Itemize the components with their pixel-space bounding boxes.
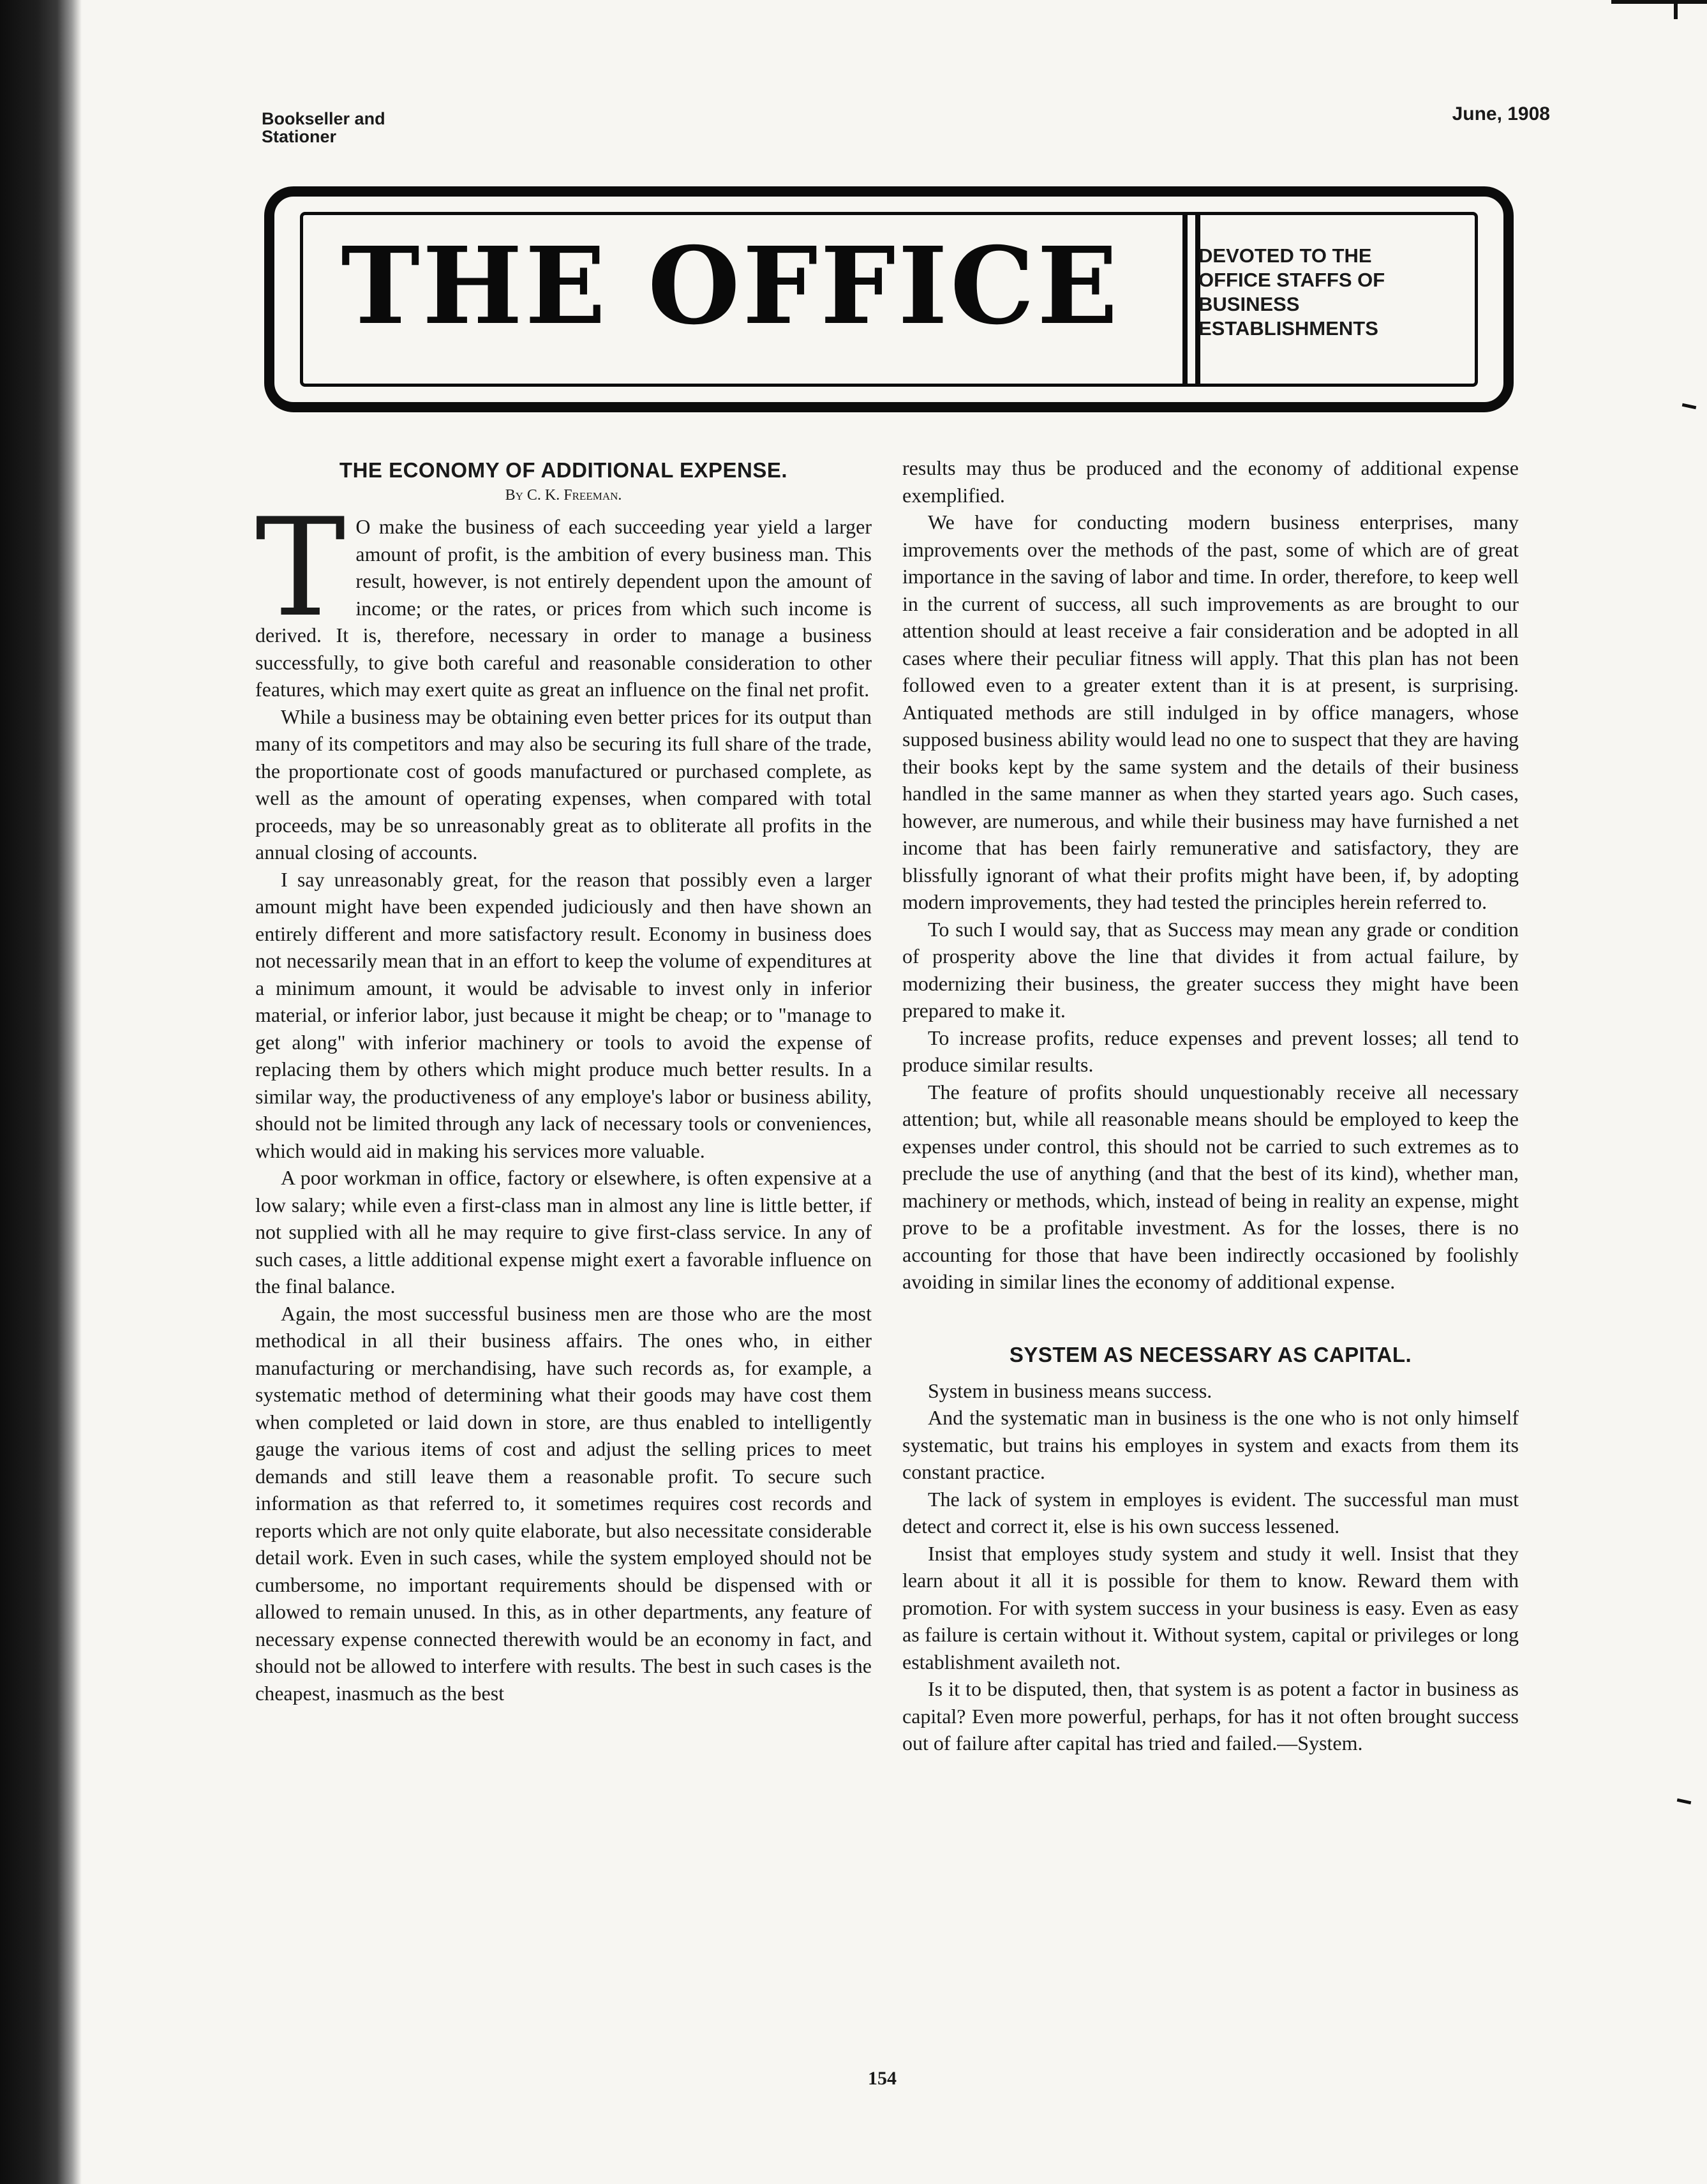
article-paragraph: The lack of system in employes is evident. The successful man must detect and correct it, else is his own success lessened. bbox=[902, 1487, 1519, 1537]
scan-side-mark bbox=[1682, 403, 1697, 409]
article-paragraph: Again, the most successful business men are those who are the most methodical in all their business affairs. The ones who, in either manufacturing or merchandising, have such records as, for example, a systematic method of determining what their goods may have cost them when completed or laid down in store, are thus enabled to intelligently gauge the various items of cost and adjust the selling prices to meet demands and still leave them a reasonable profit. To secure such information as that referred to, it sometimes requires cost records and reports which are not only quite elaborate, but also necessitate considerable detail work. Even in such cases, while the system employed should not be cumbersome, no important requirements should be dispensed with or allowed to remain unused. In this, as in other departments, any feature of necessary expense connected therewith would be an economy in fact, and should not be allowed to interfere with results. The best in such cases is the cheapest, inasmuch as the best bbox=[255, 1301, 872, 1705]
article-title: SYSTEM AS NECESSARY AS CAPITAL. bbox=[1009, 1342, 1412, 1366]
scan-corner-tick bbox=[1674, 0, 1678, 19]
page-number: 154 bbox=[868, 2068, 897, 2089]
left-column bbox=[255, 454, 872, 1707]
article-paragraph: System in business means success. bbox=[928, 1379, 1212, 1402]
article-paragraph: results may thus be produced and the economy of additional expense exemplified. bbox=[902, 456, 1519, 507]
article-paragraph: While a business may be obtaining even better prices for its output than many of its competitors and may also be securing its full share of the trade, the proportionate cost of goods manufactured or purchased complete, as well as the amount of operating expenses, when compared with total proceeds, may be so unreasonably great as to obliterate all profits in the annual closing of accounts. bbox=[255, 705, 872, 864]
drop-cap: T bbox=[255, 489, 346, 647]
section-title: THE OFFICE bbox=[341, 224, 1121, 348]
article-paragraph: We have for conducting modern business enterprises, many improvements over the methods of the past, some of which are of great importance in the saving of labor and time. In order, therefore, to keep well in the current of success, all such improvements as are brought to our attention should at least receive a fair consideration and be adopted in all cases where their peculiar fitness will apply. That this plan has not been followed even to a greater extent than it is at present, is surprising. Antiquated methods are still indulged in by office managers, whose supposed business ability would lead no one to suspect that they are having their books kept by the same system and the details of their business handled in the same manner as when they started years ago. Such cases, however, are numerous, and while their business may have furnished a net income that has been fairly remunerative and satisfactory, they are blissfully ignorant of what their profits might have been, if, by adopting modern improvements, they had tested the principles herein referred to. bbox=[902, 511, 1519, 913]
article-paragraph: Insist that employes study system and study it well. Insist that they learn about it all it is possible for them to know. Reward them with promotion. For with system success in your business is easy. Even as easy as failure is certain without it. Without system, capital or privileges or long establishment availeth not. bbox=[902, 1541, 1519, 1673]
article-paragraph: A poor workman in office, factory or elsewhere, is often expensive at a low salary; while even a first-class man in almost any line is little better, if not supplied with all he may require to give first-class service. In any of such cases, a little additional expense might exert a favorable influence on the final balance. bbox=[255, 1166, 872, 1298]
scan-corner-mark bbox=[1611, 0, 1707, 4]
masthead-divider bbox=[1182, 215, 1200, 384]
article-paragraph: To increase profits, reduce expenses and prevent losses; all tend to produce similar results. bbox=[902, 1026, 1519, 1076]
article-paragraph: To such I would say, that as Success may mean any grade or condition of prosperity above the line that divides it from actual failure, by modernizing their business, the greater success they might have been prepared to make it. bbox=[902, 917, 1519, 1022]
publication-name: Bookseller and Stationer bbox=[262, 109, 385, 146]
article-paragraph: I say unreasonably great, for the reason that possibly even a larger amount might have been expended judiciously and then have shown an entirely different and more satisfactory result. Economy in business does not necessarily mean that in an effort to keep the volume of expenditures at a minimum amount, it would be advisable to invest only in inferior material, or inferior labor, just because it might be cheap; or to "manage to get along" with inferior machinery or tools to avoid the expense of replacing them by others which might produce much better results. In a similar way, the productiveness of any employe's labor or business ability, should not be limited through any lack of necessary tools or conveniences, which would aid in making his services more valuable. bbox=[255, 867, 872, 1162]
article-paragraph: Is it to be disputed, then, that system is as potent a factor in business as capital? Even more powerful, perhaps, for has it not often brought success out of failure after capital has tried and failed.—System. bbox=[902, 1677, 1519, 1754]
right-column bbox=[902, 454, 1519, 1757]
issue-date: June, 1908 bbox=[1452, 103, 1550, 124]
scan-side-mark bbox=[1677, 1799, 1692, 1804]
paragraph-text: O make the business of each succeeding year yield a larger amount of profit, is the ambition of every business man. This result, however, is not entirely dependent upon the amount of income; or the rates, or prices from which such income is derived. It is, therefore, necessary in order to manage a business successfully, to give both careful and reasonable consideration to other features, which may exert quite as great an influence on the final net profit. bbox=[255, 515, 872, 701]
article-title: THE ECONOMY OF ADDITIONAL EXPENSE. bbox=[339, 458, 788, 482]
article-paragraph: The feature of profits should unquestionably receive all necessary attention; but, while all reasonable means should be employed to keep the expenses under control, this should not be carried to such extremes as to preclude the use of anything (and that the best of its kind), whether man, machinery or methods, which, instead of being in reality an expense, might prove to be a profitable investment. As for the losses, there is no accounting for those that have been indirectly occasioned by foolishly avoiding in similar lines the economy of additional expense. bbox=[902, 1080, 1519, 1293]
binding-edge bbox=[0, 0, 82, 2184]
article-byline: By C. K. Freeman. bbox=[505, 487, 622, 504]
masthead-frame bbox=[264, 186, 1514, 412]
article-paragraph: And the systematic man in business is the one who is not only himself systematic, but trains his employes in system and exacts from them its constant practice. bbox=[902, 1406, 1519, 1483]
section-tagline: DEVOTED TO THE OFFICE STAFFS OF BUSINESS ESTABLISHMENTS bbox=[1198, 244, 1385, 340]
